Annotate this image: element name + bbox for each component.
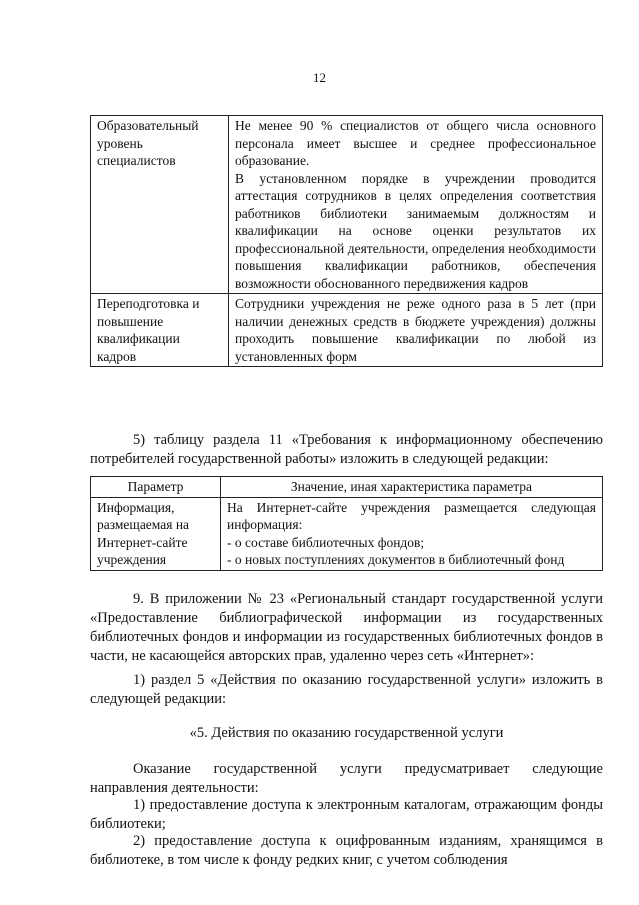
list-item: 1) предоставление доступа к электронным каталогам, отражающим фонды библиотеки;	[90, 797, 603, 832]
table-row	[91, 116, 603, 294]
param-cell	[91, 497, 221, 570]
column-header: Параметр	[91, 477, 221, 498]
value-paragraph: - о новых поступлениях документов в библиотечный фонд	[227, 552, 565, 567]
paragraph-razdel-5: 1) раздел 5 «Действия по оказанию государственной услуги» изложить в следующей редакции:	[90, 672, 603, 707]
column-header: Значение, иная характеристика параметра	[221, 477, 603, 498]
page-number: 12	[313, 70, 326, 85]
value-paragraph: Сотрудники учреждения не реже одного раза в 5 лет (при наличии денежных средств в бюджете учреждения) должны проходить повышение квалификации по любой из установленных форм	[235, 296, 596, 364]
table-row	[91, 497, 603, 570]
table-row	[91, 294, 603, 367]
value-cell	[229, 116, 603, 294]
staff-requirements-table	[90, 115, 603, 367]
value-cell	[221, 497, 603, 570]
value-paragraph: - о составе библиотечных фондов;	[227, 534, 425, 550]
paragraph-item-9: 9. В приложении № 23 «Региональный стандарт государственной услуги «Предоставление библиографической информации из государственных библиотечных фондов и информации из государственных библиотечных фондов в части, не касающейся авторских прав, удаленно через сеть «Интернет»:	[90, 591, 603, 664]
paragraph-item-5: 5) таблицу раздела 11 «Требования к информационному обеспечению потребителей государственной работы» изложить в следующей редакции:	[90, 432, 603, 467]
param-text: Переподготовка и повышение квалификации кадров	[97, 296, 200, 364]
param-cell	[91, 116, 229, 294]
value-paragraph: В установленном порядке в учреждении проводится аттестация сотрудников в целях определения соответствия работников библиотеки занимаемым должностям и квалификации на основе оценки результатов их профессиональной деятельности, определения необходимости повышения квалификации работников, обеспечения возможности обоснованного передвижения кадров	[235, 170, 596, 291]
param-cell	[91, 294, 229, 367]
value-cell	[229, 294, 603, 367]
value-paragraph: На Интернет-сайте учреждения размещается следующая информация:	[227, 499, 596, 532]
section-heading: «5. Действия по оказанию государственной услуги	[189, 725, 504, 741]
paragraph-okazanie: Оказание государственной услуги предусматривает следующие направления деятельности:	[90, 761, 603, 796]
table-header-row	[91, 477, 603, 498]
param-text: Образовательный уровень специалистов	[97, 118, 199, 168]
info-requirements-table	[90, 476, 603, 571]
param-text: Информация, размещаемая на Интернет-сайте учреждения	[97, 499, 190, 567]
list-item: 2) предоставление доступа к оцифрованным изданиям, хранящимся в библиотеке, в том числе к фонду редких книг, с учетом соблюдения	[90, 833, 603, 868]
value-paragraph: Не менее 90 % специалистов от общего числа основного персонала имеет высшее и среднее профессиональное образование.	[235, 118, 596, 168]
